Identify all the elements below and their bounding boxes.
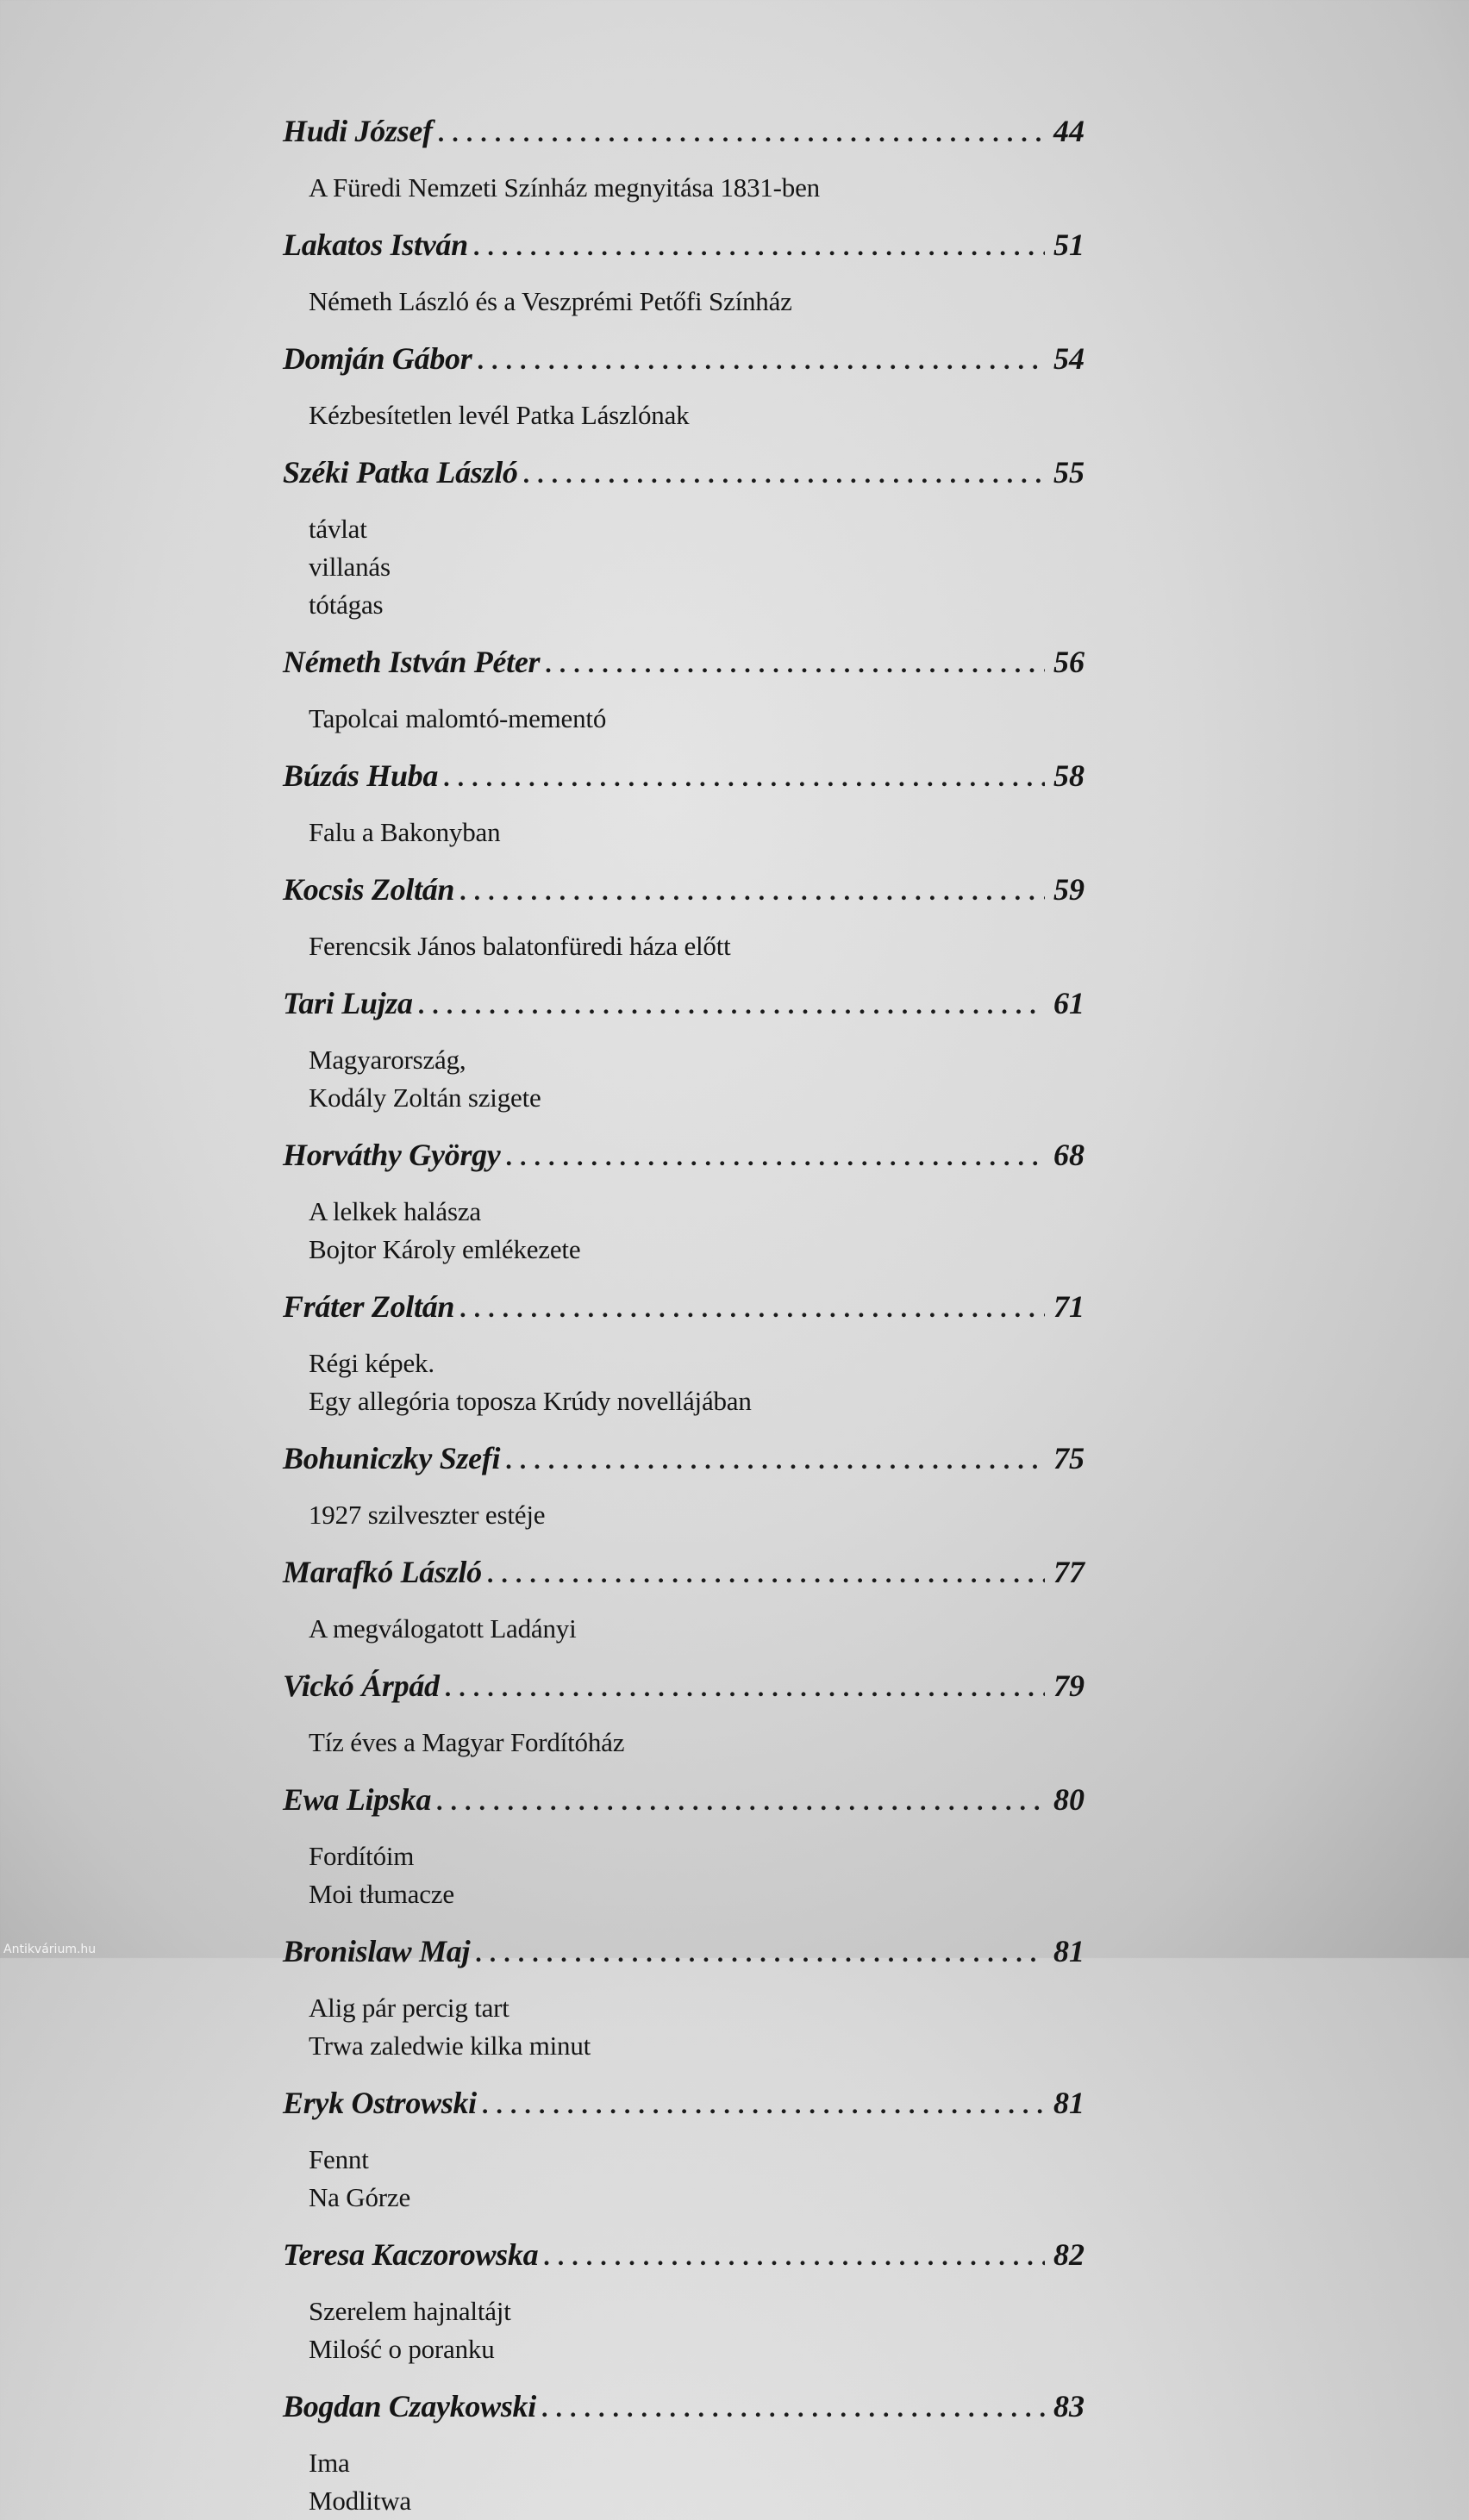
dot-leader — [470, 1916, 1045, 1992]
toc-author: Marafkó László — [283, 1555, 482, 1589]
toc-page-number: 80 — [1053, 1782, 1085, 1817]
toc-entry — [283, 1648, 1085, 1762]
toc-entry — [283, 851, 1085, 965]
toc-author: Domján Gábor — [283, 341, 472, 376]
toc-title: Kodály Zoltán szigete — [309, 1082, 541, 1113]
toc-author-line — [283, 851, 1085, 927]
dot-leader — [500, 1120, 1045, 1195]
toc-entry — [283, 1117, 1085, 1269]
dot-leader — [454, 854, 1045, 930]
toc-entry — [283, 1762, 1085, 1913]
toc-author-line — [283, 1420, 1085, 1496]
toc-author: Horváthy György — [283, 1138, 501, 1172]
toc-title: Magyarország, — [309, 1045, 466, 1075]
toc-entry — [283, 738, 1085, 851]
toc-page-number: 56 — [1053, 645, 1085, 679]
dot-leader — [500, 1423, 1045, 1499]
toc-entry — [283, 1269, 1085, 1420]
toc-title: Trwa zaledwie kilka minut — [309, 2030, 591, 2061]
toc-page-number: 79 — [1053, 1669, 1085, 1703]
dot-leader — [440, 1650, 1045, 1726]
toc-title: Bojtor Károly emlékezete — [309, 1234, 581, 1264]
dot-leader — [454, 1271, 1045, 1347]
toc-page-number: 55 — [1053, 455, 1085, 490]
watermark: Antikvárium.hu — [3, 1943, 97, 1956]
toc-author: Eryk Ostrowski — [283, 2086, 477, 2120]
toc-author: Bogdan Czaykowski — [283, 2389, 536, 2423]
toc-author-line — [283, 2217, 1085, 2292]
toc-entry — [283, 1534, 1085, 1648]
toc-author-line — [283, 738, 1085, 814]
toc-page-number: 58 — [1053, 758, 1085, 793]
toc-author-line — [283, 1762, 1085, 1837]
toc-author-line — [283, 2065, 1085, 2141]
toc-author-line — [283, 434, 1085, 510]
toc-title: Tapolcai malomtó-mementó — [309, 703, 607, 733]
toc-author: Bronislaw Maj — [283, 1934, 471, 1968]
toc-title: Szerelem hajnaltájt — [309, 2296, 511, 2326]
dot-leader — [413, 968, 1045, 1044]
toc-title: Milość o poranku — [309, 2334, 495, 2364]
toc-page-number: 83 — [1053, 2389, 1085, 2423]
toc-title: tótágas — [309, 589, 384, 620]
toc-title: Fordítóim — [309, 1841, 415, 1871]
toc-entry — [283, 434, 1085, 624]
toc-entry — [283, 624, 1085, 738]
dot-leader — [431, 1764, 1045, 1840]
toc-page-number: 82 — [1053, 2237, 1085, 2272]
toc-entry — [283, 1420, 1085, 1534]
toc-author: Kocsis Zoltán — [283, 872, 455, 907]
toc-title: villanás — [309, 552, 391, 582]
toc-page-number: 81 — [1053, 1934, 1085, 1968]
toc-author: Bohuniczky Szefi — [283, 1441, 501, 1475]
toc-author: Németh István Péter — [283, 645, 541, 679]
toc-author: Ewa Lipska — [283, 1782, 432, 1817]
toc-author-line — [283, 1534, 1085, 1610]
toc-author-line — [283, 1269, 1085, 1344]
toc-title: Régi képek. — [309, 1348, 434, 1378]
toc-page-number: 75 — [1053, 1441, 1085, 1475]
dot-leader — [433, 96, 1045, 172]
toc-entry — [283, 965, 1085, 1117]
dot-leader — [477, 2068, 1045, 2143]
toc-title: távlat — [309, 514, 367, 544]
toc-author: Vickó Árpád — [283, 1669, 440, 1703]
toc-title: Tíz éves a Magyar Fordítóház — [309, 1727, 625, 1757]
toc-entry — [283, 2368, 1085, 2520]
dot-leader — [518, 437, 1045, 513]
toc-author: Fráter Zoltán — [283, 1289, 455, 1324]
toc-author: Búzás Huba — [283, 758, 439, 793]
toc-author-line — [283, 321, 1085, 396]
toc-title: A lelkek halásza — [309, 1196, 481, 1226]
toc-entry — [283, 321, 1085, 434]
toc-title: Falu a Bakonyban — [309, 817, 501, 847]
toc-title: Egy allegória toposza Krúdy novellájában — [309, 1386, 752, 1416]
toc-page-number: 44 — [1053, 114, 1085, 148]
toc-title: Alig pár percig tart — [309, 1993, 509, 2023]
toc-author-line — [283, 1648, 1085, 1724]
dot-leader — [472, 323, 1045, 399]
toc-title: Németh László és a Veszprémi Petőfi Színház — [309, 286, 792, 316]
toc-author-line — [283, 93, 1085, 169]
toc-author-line — [283, 1913, 1085, 1989]
dot-leader — [468, 209, 1045, 285]
toc-title: 1927 szilveszter estéje — [309, 1500, 546, 1530]
toc-author: Lakatos István — [283, 228, 468, 262]
toc-page-number: 68 — [1053, 1138, 1085, 1172]
table-of-contents — [283, 93, 1085, 2520]
toc-title: A megválogatott Ladányi — [309, 1613, 577, 1644]
toc-title: A Füredi Nemzeti Színház megnyitása 1831-ben — [309, 172, 820, 203]
toc-title: Ima — [309, 2448, 350, 2478]
toc-title: Moi tłumacze — [309, 1879, 454, 1909]
toc-page-number: 61 — [1053, 986, 1085, 1020]
dot-leader — [536, 2371, 1045, 2447]
toc-page-number: 77 — [1053, 1555, 1085, 1589]
toc-title: Fennt — [309, 2144, 369, 2174]
toc-author-line — [283, 2368, 1085, 2444]
toc-author: Hudi József — [283, 114, 433, 148]
toc-page-number: 54 — [1053, 341, 1085, 376]
toc-entry — [283, 207, 1085, 321]
toc-entry — [283, 2065, 1085, 2217]
dot-leader — [540, 627, 1045, 702]
toc-page-number: 59 — [1053, 872, 1085, 907]
toc-author-line — [283, 624, 1085, 700]
toc-author: Széki Patka László — [283, 455, 518, 490]
toc-entry — [283, 93, 1085, 207]
toc-title: Modlitwa — [309, 2486, 411, 2516]
toc-author-line — [283, 207, 1085, 283]
dot-leader — [538, 2219, 1045, 2295]
toc-page-number: 71 — [1053, 1289, 1085, 1324]
toc-entry — [283, 1913, 1085, 2065]
toc-title: Na Górze — [309, 2182, 411, 2212]
dot-leader — [438, 740, 1045, 816]
toc-author: Tari Lujza — [283, 986, 413, 1020]
dot-leader — [482, 1537, 1045, 1612]
toc-author-line — [283, 1117, 1085, 1193]
toc-title: Kézbesítetlen levél Patka Lászlónak — [309, 400, 690, 430]
toc-title: Ferencsik János balatonfüredi háza előtt — [309, 931, 731, 961]
toc-author-line — [283, 965, 1085, 1041]
toc-author: Teresa Kaczorowska — [283, 2237, 539, 2272]
toc-page-number: 51 — [1053, 228, 1085, 262]
toc-page-number: 81 — [1053, 2086, 1085, 2120]
toc-entry — [283, 2217, 1085, 2368]
